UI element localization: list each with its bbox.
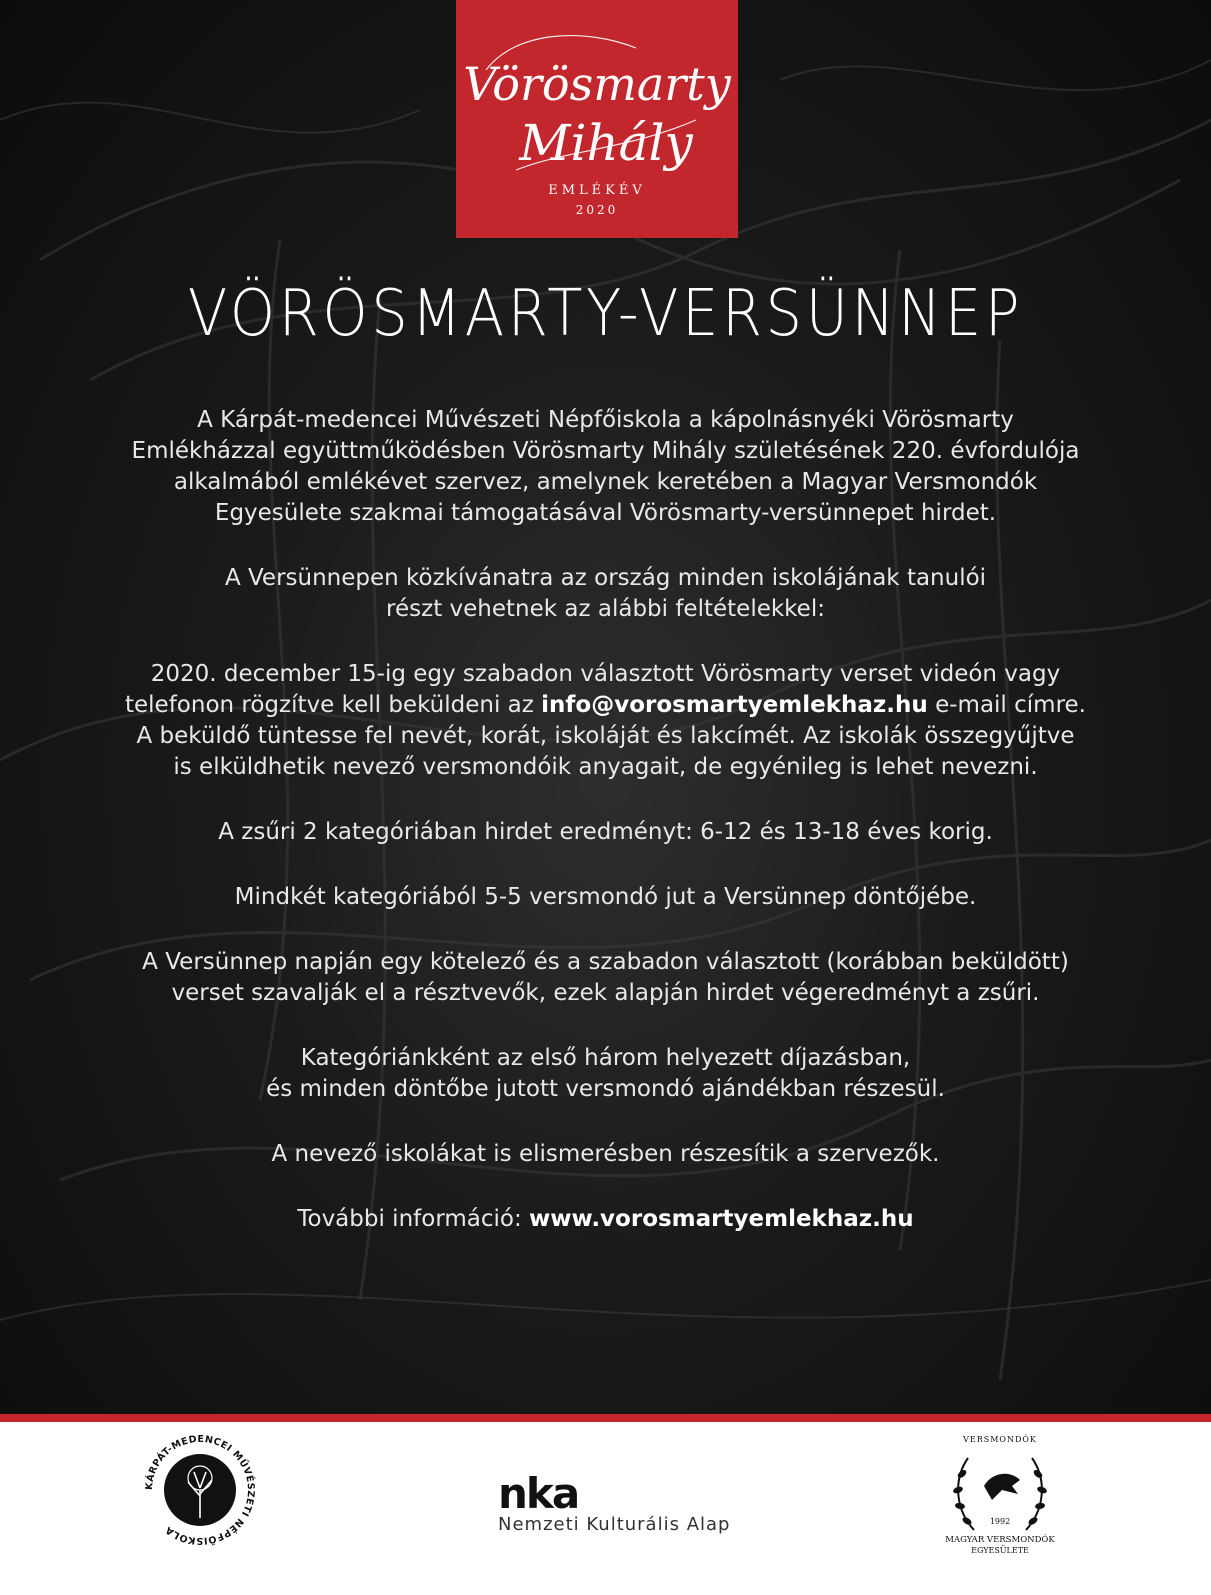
sponsor-footer <box>0 1422 1211 1595</box>
nepfoiskola-ring-text: KÁRPÁT-MEDENCEI MŰVÉSZETI NÉPFŐISKOLA <box>143 1433 257 1547</box>
paragraph-categories <box>60 817 1151 848</box>
paragraph-participation <box>60 563 1151 625</box>
email-link[interactable]: info@vorosmartyemlekhaz.hu <box>541 692 928 718</box>
paragraph-submission <box>60 659 1151 783</box>
text-line: Mindkét kategóriából 5-5 versmondó jut a Versünnep döntőjébe. <box>234 884 977 910</box>
text-line: verset szavalják el a résztvevők, ezek alapján hirdet végeredményt a zsűri. <box>171 980 1040 1006</box>
text-line <box>60 1204 1151 1235</box>
versmondok-line1: MAGYAR VERSMONDÓK <box>945 1535 1055 1545</box>
logo-line1: Vörösmarty <box>463 57 731 111</box>
text-line: is elküldhetik nevező versmondóik anyagait, de egyénileg is lehet nevezni. <box>173 754 1038 780</box>
text-fragment: További információ: <box>297 1206 530 1232</box>
nka-name: Nemzeti Kulturális Alap <box>498 1514 731 1535</box>
paragraph-intro <box>60 405 1151 529</box>
paragraph-finalists <box>60 882 1151 913</box>
text-line: A beküldő tüntesse fel nevét, korát, iskoláját és lakcímét. Az iskolák összegyűjtve <box>136 723 1075 749</box>
versmondok-year: 1992 <box>989 1517 1011 1526</box>
text-line <box>60 690 1151 721</box>
text-line: Emlékházzal együttműködésben Vörösmarty Mihály születésének 220. évfordulója <box>131 438 1080 464</box>
versmondok-line2: EGYESÜLETE <box>971 1546 1029 1555</box>
text-line: A Kárpát-medencei Művészeti Népfőiskola a kápolnásnyéki Vörösmarty <box>197 407 1014 433</box>
text-fragment: e-mail címre. <box>927 692 1086 718</box>
footer-divider <box>0 1414 1211 1422</box>
text-line: Kategóriánkként az első három helyezett díjazásban, <box>300 1045 911 1071</box>
emlekev-logo <box>456 0 738 238</box>
text-line: A Versünnep napján egy kötelező és a szabadon választott (korábban beküldött) <box>142 949 1069 975</box>
versmondok-logo <box>940 1428 1060 1578</box>
logo-line2: Mihály <box>519 114 693 172</box>
logo-year: 2020 <box>575 203 619 217</box>
website-link[interactable]: www.vorosmartyemlekhaz.hu <box>529 1206 914 1232</box>
text-line: A nevező iskolákat is elismerésben részesítik a szervezők. <box>271 1141 940 1167</box>
page-title: VÖRÖSMARTY-VERSÜNNEP <box>187 277 1024 351</box>
logo-subtitle: EMLÉKÉV <box>548 183 646 198</box>
nka-logo-icon <box>498 1474 588 1514</box>
text-line: A zsűri 2 kategóriában hirdet eredményt: 6-12 és 13-18 éves korig. <box>218 819 993 845</box>
paragraph-schools <box>60 1139 1151 1170</box>
text-line: Egyesülete szakmai támogatásával Vörösmarty-versünnepet hirdet. <box>214 500 997 526</box>
text-line: A Versünnepen közkívánatra az ország minden iskolájának tanulói <box>224 565 987 591</box>
nka-mark: nka <box>498 1474 579 1514</box>
text-line: részt vehetnek az alábbi feltételekkel: <box>386 596 825 622</box>
paragraph-event-day <box>60 947 1151 1009</box>
paragraph-prizes <box>60 1043 1151 1105</box>
paragraph-more-info <box>60 1204 1151 1235</box>
text-line: 2020. december 15-ig egy szabadon választott Vörösmarty verset videón vagy <box>150 661 1061 687</box>
text-line: és minden döntőbe jutott versmondó ajándékban részesül. <box>266 1076 945 1102</box>
nepfoiskola-logo <box>140 1430 260 1550</box>
versmondok-top-text: VERSMONDÓK <box>963 1435 1037 1444</box>
announcement-body <box>60 405 1151 1269</box>
text-line: alkalmából emlékévet szervez, amelynek keretében a Magyar Versmondók <box>173 469 1038 495</box>
text-fragment: telefonon rögzítve kell beküldeni az <box>124 692 542 718</box>
